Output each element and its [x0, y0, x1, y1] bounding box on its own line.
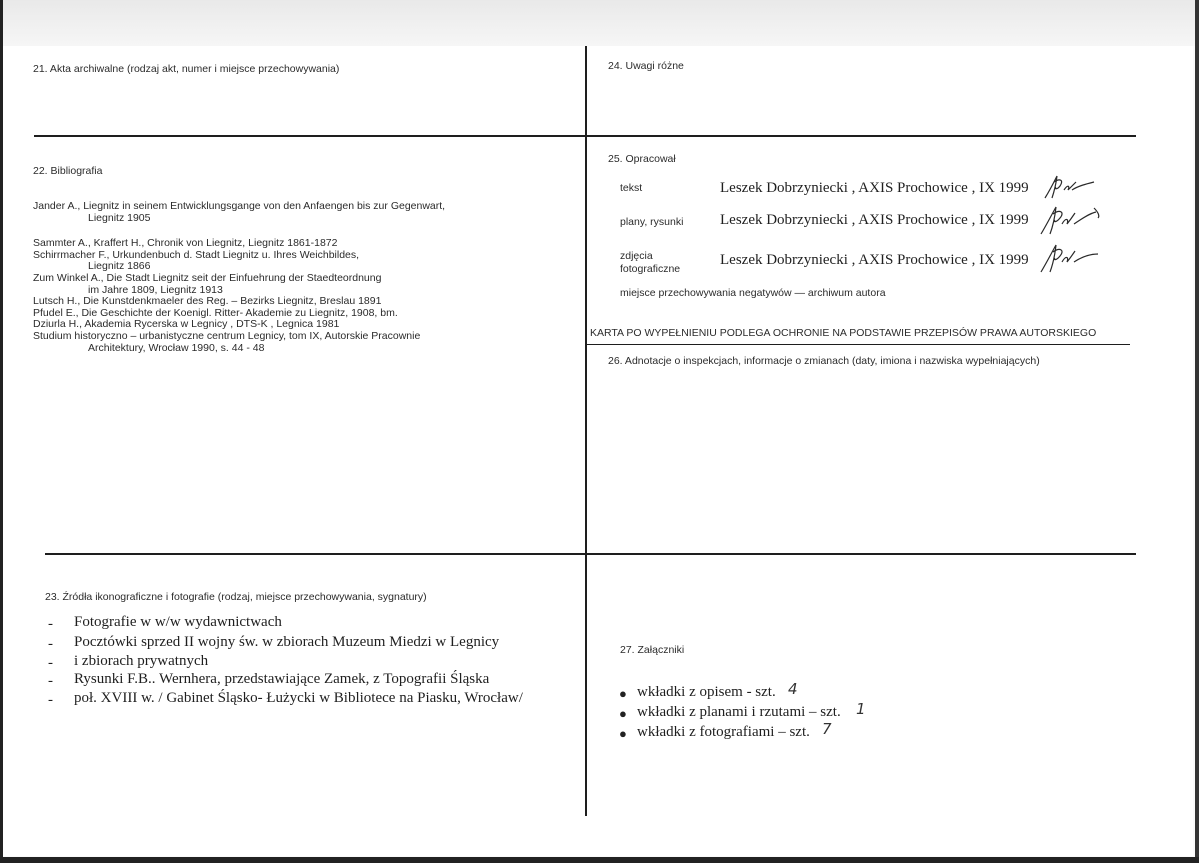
section-23-heading: 23. Źródła ikonograficzne i fotografie (rodzaj, miejsce przechowywania, sygnatury) [45, 591, 427, 603]
bibliography-entry-cont: Architektury, Wrocław 1990, s. 44 - 48 [88, 341, 265, 354]
bullet: ● [619, 726, 627, 741]
bibliography-entry: Sammter A., Kraffert H., Chronik von Liegnitz, Liegnitz 1861-1872 [33, 237, 338, 250]
section-24-heading: 24. Uwagi różne [608, 60, 684, 72]
top-horizontal-rule [34, 135, 1136, 137]
bibliography-entry-cont: Liegnitz 1905 [88, 211, 151, 224]
iconography-item: i zbiorach prywatnych [74, 653, 209, 669]
author-value-photos: Leszek Dobrzyniecki , AXIS Prochowice , IX 1999 [720, 252, 1029, 268]
bibliography-entry: Zum Winkel A., Die Stadt Liegnitz seit der Einfuehrung der Staedteordnung [33, 271, 382, 284]
attachment-item: wkładki z opisem - szt. [637, 684, 776, 700]
author-value-plans: Leszek Dobrzyniecki , AXIS Prochowice , IX 1999 [720, 212, 1029, 228]
lower-horizontal-rule [45, 553, 1136, 555]
scan-bottom-edge [0, 857, 1199, 863]
signature-3 [1038, 242, 1104, 274]
section-25-heading: 25. Opracował [608, 153, 676, 165]
attachment-count: 4 [788, 680, 798, 698]
dash: - [48, 616, 53, 632]
scan-right-edge [1195, 0, 1199, 863]
right-mid-rule [587, 344, 1130, 345]
attachment-count: 1 [856, 700, 866, 718]
bibliography-entry: Lutsch H., Die Kunstdenkmaeler des Reg. – Bezirks Liegnitz, Breslau 1891 [33, 295, 382, 308]
attachment-item: wkładki z fotografiami – szt. [637, 724, 810, 740]
scan-left-edge [0, 0, 3, 863]
bibliography-entry: Dziurla H., Akademia Rycerska w Legnicy , DTS-K , Legnica 1981 [33, 318, 340, 331]
dash: - [48, 692, 53, 708]
negatives-storage: miejsce przechowywania negatywów — archiwum autora [620, 287, 886, 299]
bibliography-list [33, 201, 445, 354]
signature-1 [1042, 172, 1100, 202]
section-22-heading: 22. Bibliografia [33, 165, 103, 177]
bullet: ● [619, 706, 627, 721]
dash: - [48, 636, 53, 652]
bibliography-entry-cont: im Jahre 1809, Liegnitz 1913 [88, 283, 223, 296]
bibliography-entry: Studium historyczno – urbanistyczne centrum Legnicy, tom IX, Autorskie Pracownie [33, 329, 421, 342]
bibliography-entry: Jander A., Liegnitz in seinem Entwicklungsgange von den Anfaengen bis zur Gegenwart, [33, 200, 446, 212]
section-26-heading: 26. Adnotacje o inspekcjach, informacje o zmianach (daty, imiona i nazwiska wypełniających) [608, 355, 1040, 367]
row-label-zdjecia-1: zdjęcia [620, 250, 653, 262]
signature-2 [1038, 204, 1104, 236]
author-value-text: Leszek Dobrzyniecki , AXIS Prochowice , IX 1999 [720, 180, 1029, 196]
vertical-divider [585, 46, 587, 816]
iconography-item: Rysunki F.B.. Wernhera, przedstawiające Zamek, z Topografii Śląska [74, 671, 490, 687]
bullet: ● [619, 686, 627, 701]
iconography-item: Fotografie w w/w wydawnictwach [74, 614, 282, 630]
copyright-notice: KARTA PO WYPEŁNIENIU PODLEGA OCHRONIE NA PODSTAWIE PRZEPISÓW PRAWA AUTORSKIEGO [590, 327, 1097, 339]
dash: - [48, 673, 53, 689]
bibliography-entry: Pfudel E., Die Geschichte der Koenigl. Ritter- Akademie zu Liegnitz, 1908, bm. [33, 306, 398, 319]
section-21-heading: 21. Akta archiwalne (rodzaj akt, numer i miejsce przechowywania) [33, 63, 340, 75]
attachment-count: 7 [822, 720, 832, 738]
bibliography-entry-cont: Liegnitz 1866 [88, 260, 151, 273]
row-label-tekst: tekst [620, 182, 643, 194]
form-sheet [3, 46, 1193, 856]
bibliography-entry: Schirrmacher F., Urkundenbuch d. Stadt Liegnitz u. Ihres Weichbildes, [33, 248, 360, 261]
section-27-heading: 27. Załączniki [620, 644, 685, 656]
row-label-plany: plany, rysunki [620, 216, 684, 228]
row-label-zdjecia-2: fotograficzne [620, 263, 681, 275]
dash: - [48, 655, 53, 671]
scan-top-band [0, 0, 1199, 46]
iconography-item: Pocztówki sprzed II wojny św. w zbiorach Muzeum Miedzi w Legnicy [74, 634, 500, 650]
iconography-item: poł. XVIII w. / Gabinet Śląsko- Łużycki w Bibliotece na Piasku, Wrocław/ [74, 690, 523, 706]
attachment-item: wkładki z planami i rzutami – szt. [637, 704, 841, 720]
